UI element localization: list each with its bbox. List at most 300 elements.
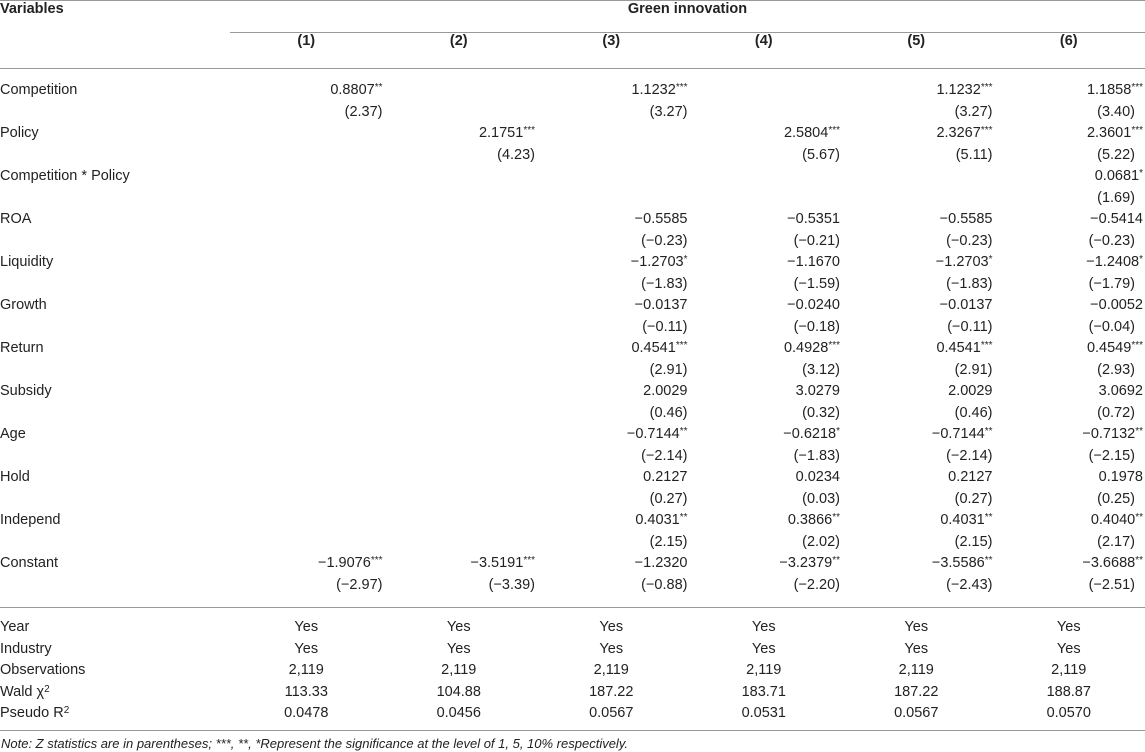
coefficient-value: 0.4040 (1090, 512, 1136, 528)
coefficient-cell (688, 252, 841, 274)
table-row (0, 424, 1145, 446)
z-statistic-cell: (0.46) (649, 404, 688, 421)
summary-value: 2,119 (898, 662, 934, 679)
table-note: Note: Z statistics are in parentheses; ***, **, *Represent the significance at the level of 1, 5, 10% respectively. (1, 736, 628, 751)
coefficient-value: 2.5804 (783, 125, 829, 141)
table-row-zstat (0, 231, 1145, 253)
coefficient-cell (230, 295, 383, 317)
coefficient-cell (230, 69, 383, 102)
summary-value: 0.0567 (535, 703, 688, 730)
coefficient-value: −0.0137 (634, 297, 688, 313)
z-statistic-cell (383, 446, 536, 468)
coefficient-value: 0.0234 (795, 469, 840, 485)
summary-value: 2,119 (1051, 662, 1087, 679)
summary-value: Yes (751, 619, 776, 635)
header-row-group (0, 1, 1145, 33)
table-row (0, 467, 1145, 489)
significance-stars: *** (1131, 340, 1143, 351)
z-statistic-cell: (−0.21) (793, 232, 840, 249)
z-statistic-cell: (−0.04) (1088, 318, 1135, 335)
row-label-blank (0, 403, 230, 425)
z-statistic-cell: (2.91) (649, 361, 688, 378)
coefficient-value: 2.0029 (643, 383, 688, 399)
coefficient-cell (383, 510, 536, 532)
z-statistic-cell: (−1.83) (946, 275, 993, 292)
row-label-blank (0, 145, 230, 167)
z-statistic-cell (383, 360, 536, 382)
coefficient-cell (230, 252, 383, 274)
coefficient-value: −0.5351 (787, 211, 840, 227)
row-label: Growth (0, 297, 47, 313)
coefficient-cell (840, 252, 993, 274)
z-statistic-cell: (0.32) (802, 404, 840, 421)
z-statistic-cell (535, 145, 688, 167)
coefficient-value: 1.1858 (1086, 82, 1132, 98)
coefficient-cell (688, 209, 841, 231)
coefficient-cell (688, 510, 841, 532)
z-statistic-cell (688, 188, 841, 210)
coefficient-cell (535, 295, 688, 317)
summary-value: 2,119 (441, 662, 477, 679)
z-statistic-cell: (−2.14) (946, 447, 993, 464)
coefficient-value: 0.4031 (635, 512, 680, 528)
summary-value: 0.0478 (230, 703, 383, 730)
table-row (0, 338, 1145, 360)
coefficient-cell (840, 123, 993, 145)
summary-label-text: Pseudo R (0, 705, 64, 722)
coefficient-value: −1.2703 (630, 254, 684, 270)
coefficient-cell (535, 69, 688, 102)
z-statistic-cell (840, 188, 993, 210)
summary-label-text: Industry (0, 640, 52, 657)
z-statistic-cell (383, 274, 536, 296)
z-statistic-cell (230, 446, 383, 468)
z-statistic-cell: (5.22) (1097, 146, 1135, 163)
significance-stars: * (836, 426, 840, 437)
row-label: Return (0, 340, 44, 356)
coefficient-value: 0.4031 (940, 512, 985, 528)
z-statistic-cell (383, 231, 536, 253)
z-statistic-cell (230, 231, 383, 253)
coefficient-value: −0.0240 (787, 297, 840, 313)
coefficient-cell (993, 69, 1145, 102)
z-statistic-cell: (2.15) (954, 533, 993, 550)
summary-label-text: Observations (0, 662, 86, 679)
coefficient-value: 3.0692 (1098, 383, 1143, 399)
table-row (0, 381, 1145, 403)
z-statistic-cell: (−0.88) (535, 575, 688, 608)
z-statistic-cell (535, 188, 688, 210)
summary-label (0, 660, 230, 682)
z-statistic-cell: (−0.11) (947, 318, 993, 335)
z-statistic-cell: (2.15) (649, 533, 688, 550)
coefficient-cell (535, 252, 688, 274)
coefficient-value: −0.7144 (626, 426, 680, 442)
coefficient-cell (688, 123, 841, 145)
significance-stars: *** (828, 125, 840, 136)
coefficient-value: −3.6688 (1082, 555, 1136, 571)
z-statistic-cell (230, 188, 383, 210)
coefficient-cell (230, 381, 383, 403)
z-statistic-cell: (3.40) (1097, 103, 1135, 120)
table-row-zstat (0, 102, 1145, 124)
significance-stars: ** (1135, 555, 1143, 566)
coefficient-cell (535, 123, 688, 145)
significance-stars: *** (675, 82, 688, 93)
significance-stars: ** (984, 555, 993, 566)
summary-value: Yes (1056, 619, 1081, 635)
row-label-blank (0, 231, 230, 253)
z-statistic-cell: (−0.23) (946, 232, 993, 249)
coefficient-value: 2.0029 (948, 383, 993, 399)
z-statistic-cell: (−2.15) (1088, 447, 1135, 464)
summary-label-text: Year (0, 619, 30, 635)
coefficient-cell (383, 252, 536, 274)
z-statistic-cell: (0.46) (954, 404, 993, 421)
row-label-blank (0, 532, 230, 554)
significance-stars: ** (984, 426, 993, 437)
row-label-blank (0, 102, 230, 124)
coefficient-value: 3.0279 (795, 383, 840, 399)
table-row (0, 69, 1145, 102)
summary-value: 183.71 (741, 683, 786, 700)
significance-stars: *** (1131, 82, 1143, 93)
significance-stars: ** (832, 555, 840, 566)
coefficient-value: 1.1232 (631, 82, 676, 98)
summary-label-superscript: 2 (44, 683, 50, 695)
coefficient-value: 0.2127 (643, 469, 688, 485)
z-statistic-cell: (−2.97) (230, 575, 383, 608)
coefficient-cell (230, 166, 383, 188)
summary-label (0, 608, 230, 639)
summary-value: 0.0570 (993, 703, 1145, 730)
significance-stars: *** (675, 340, 688, 351)
table-row (0, 553, 1145, 575)
summary-value: Yes (1056, 640, 1081, 657)
coefficient-value: −1.2408 (1086, 254, 1140, 270)
z-statistic-cell: (−1.83) (641, 275, 688, 292)
coefficient-cell (383, 338, 536, 360)
z-statistic-cell: (0.27) (649, 490, 688, 507)
coefficient-cell (840, 381, 993, 403)
coefficient-cell (230, 209, 383, 231)
z-statistic-cell (230, 489, 383, 511)
coefficient-cell (993, 166, 1145, 188)
summary-value: 2,119 (288, 662, 324, 679)
coefficient-cell (383, 295, 536, 317)
column-header: (1) (230, 33, 383, 69)
z-statistic-cell: (5.67) (802, 146, 840, 163)
summary-value: Yes (904, 640, 929, 657)
coefficient-value: 0.2127 (948, 469, 993, 485)
coefficient-cell (688, 69, 841, 102)
significance-stars: *** (828, 340, 840, 351)
coefficient-value: −0.7144 (931, 426, 985, 442)
z-statistic-cell: (−2.43) (840, 575, 993, 608)
coefficient-cell (535, 424, 688, 446)
header-row-columns (0, 33, 1145, 69)
coefficient-value: −0.5585 (939, 211, 993, 227)
table-row (0, 252, 1145, 274)
coefficient-cell (688, 381, 841, 403)
z-statistic-cell (230, 360, 383, 382)
coefficient-cell (840, 424, 993, 446)
coefficient-value: −0.6218 (783, 426, 837, 442)
summary-value: Yes (294, 640, 319, 657)
coefficient-cell (383, 553, 536, 575)
z-statistic-cell: (0.25) (1097, 490, 1135, 507)
summary-row (0, 639, 1145, 661)
coefficient-cell (230, 467, 383, 489)
row-label-blank (0, 575, 230, 608)
summary-label (0, 703, 230, 730)
coefficient-cell (383, 123, 536, 145)
coefficient-value: −1.1670 (787, 254, 840, 270)
coefficient-value: 0.1978 (1098, 469, 1143, 485)
row-label: Age (0, 426, 26, 442)
coefficient-value: 0.3866 (787, 512, 833, 528)
z-statistic-cell: (−1.59) (793, 275, 840, 292)
coefficient-value: −0.0137 (939, 297, 993, 313)
row-label: Competition * Policy (0, 168, 130, 184)
coefficient-cell (688, 166, 841, 188)
z-statistic-cell: (5.11) (955, 146, 993, 163)
table-row-zstat (0, 532, 1145, 554)
z-statistic-cell: (0.72) (1097, 404, 1135, 421)
coefficient-cell (840, 553, 993, 575)
coefficient-cell (840, 467, 993, 489)
table-row (0, 209, 1145, 231)
table-row-zstat (0, 446, 1145, 468)
row-label-blank (0, 489, 230, 511)
coefficient-cell (688, 295, 841, 317)
coefficient-cell (383, 166, 536, 188)
significance-stars: *** (523, 125, 535, 136)
z-statistic-cell: (2.02) (802, 533, 840, 550)
coefficient-value: 2.1751 (478, 125, 524, 141)
row-label: Independ (0, 512, 61, 528)
coefficient-value: −0.7132 (1082, 426, 1136, 442)
coefficient-cell (383, 381, 536, 403)
summary-value: 0.0567 (840, 703, 993, 730)
z-statistic-cell (383, 102, 536, 124)
summary-value: 187.22 (589, 683, 634, 700)
summary-label (0, 682, 230, 704)
table-row (0, 510, 1145, 532)
summary-value: Yes (294, 619, 319, 635)
z-statistic-cell: (−2.51) (993, 575, 1145, 608)
coefficient-cell (993, 553, 1145, 575)
row-label-blank (0, 274, 230, 296)
z-statistic-cell: (0.03) (802, 490, 840, 507)
z-statistic-cell: (3.12) (802, 361, 840, 378)
summary-value: 0.0456 (383, 703, 536, 730)
table-row-zstat (0, 274, 1145, 296)
coefficient-cell (993, 424, 1145, 446)
z-statistic-cell: (3.27) (954, 103, 993, 120)
coefficient-value: −0.5414 (1090, 211, 1143, 227)
significance-stars: ** (1135, 512, 1143, 523)
table-row-zstat (0, 403, 1145, 425)
summary-row (0, 682, 1145, 704)
row-label: Liquidity (0, 254, 54, 270)
table-row-zstat (0, 145, 1145, 167)
summary-value: 187.22 (894, 683, 939, 700)
table-row-zstat (0, 360, 1145, 382)
coefficient-cell (383, 467, 536, 489)
coefficient-value: −0.5585 (634, 211, 688, 227)
z-statistic-cell: (−3.39) (383, 575, 536, 608)
coefficient-cell (688, 338, 841, 360)
coefficient-value: 1.1232 (936, 82, 981, 98)
summary-value: 0.0531 (688, 703, 841, 730)
table-row-zstat (0, 188, 1145, 210)
summary-row (0, 608, 1145, 639)
column-header: (6) (993, 33, 1145, 69)
coefficient-value: −3.2379 (779, 555, 833, 571)
summary-value: Yes (599, 640, 624, 657)
significance-stars: *** (370, 555, 383, 566)
z-statistic-cell (230, 532, 383, 554)
z-statistic-cell (383, 317, 536, 339)
row-label: Subsidy (0, 383, 52, 399)
coefficient-value: 2.3601 (1086, 125, 1132, 141)
significance-stars: * (1139, 254, 1143, 265)
summary-value: Yes (751, 640, 776, 657)
coefficient-value: 0.0681 (1094, 168, 1140, 184)
row-label-blank (0, 317, 230, 339)
coefficient-cell (383, 69, 536, 102)
coefficient-value: 0.4541 (936, 340, 981, 356)
coefficient-cell (993, 295, 1145, 317)
significance-stars: ** (1135, 426, 1143, 437)
coefficient-cell (535, 510, 688, 532)
z-statistic-cell: (−0.23) (641, 232, 688, 249)
coefficient-cell (230, 424, 383, 446)
table-row-zstat (0, 317, 1145, 339)
z-statistic-cell: (0.27) (954, 490, 993, 507)
significance-stars: ** (832, 512, 840, 523)
coefficient-cell (840, 69, 993, 102)
row-label: ROA (0, 211, 32, 227)
variables-header: Variables (0, 1, 230, 33)
row-label: Competition (0, 82, 78, 98)
coefficient-cell (993, 123, 1145, 145)
z-statistic-cell (230, 145, 383, 167)
summary-label-superscript: 2 (63, 705, 70, 717)
significance-stars: ** (984, 512, 993, 523)
significance-stars: ** (374, 82, 383, 93)
column-header: (3) (535, 33, 688, 69)
summary-value: 2,119 (593, 662, 629, 679)
coefficient-cell (840, 166, 993, 188)
green-innovation-header: Green innovation (230, 1, 1145, 33)
coefficient-cell (535, 467, 688, 489)
coefficient-cell (993, 467, 1145, 489)
row-label-blank (0, 360, 230, 382)
coefficient-value: 2.3267 (936, 125, 981, 141)
coefficient-cell (993, 209, 1145, 231)
coefficient-value: −1.9076 (317, 555, 371, 571)
row-label: Constant (0, 555, 59, 571)
significance-stars: * (683, 254, 688, 265)
coefficient-value: −1.2320 (634, 555, 688, 571)
coefficient-cell (993, 338, 1145, 360)
z-statistic-cell (383, 188, 536, 210)
summary-row (0, 660, 1145, 682)
significance-stars: *** (980, 125, 993, 136)
coefficient-cell (840, 510, 993, 532)
summary-label (0, 639, 230, 661)
coefficient-value: −1.2703 (935, 254, 989, 270)
coefficient-cell (688, 467, 841, 489)
coefficient-cell (993, 510, 1145, 532)
column-header: (5) (840, 33, 993, 69)
z-statistic-cell: (−0.18) (793, 318, 840, 335)
z-statistic-cell: (−1.79) (1088, 275, 1135, 292)
column-header: (4) (688, 33, 841, 69)
table-row (0, 295, 1145, 317)
coefficient-cell (230, 510, 383, 532)
coefficient-cell (840, 209, 993, 231)
row-label-blank (0, 446, 230, 468)
z-statistic-cell: (−1.83) (793, 447, 840, 464)
coefficient-cell (383, 209, 536, 231)
row-label: Hold (0, 469, 30, 485)
coefficient-value: −3.5586 (931, 555, 985, 571)
summary-row (0, 703, 1145, 730)
z-statistic-cell: (3.27) (649, 103, 688, 120)
row-label: Policy (0, 125, 39, 141)
coefficient-value: −3.5191 (470, 555, 524, 571)
table-row (0, 166, 1145, 188)
coefficient-cell (230, 123, 383, 145)
coefficient-cell (535, 209, 688, 231)
coefficient-cell (688, 424, 841, 446)
summary-value: 2,119 (746, 662, 782, 679)
coefficient-cell (993, 252, 1145, 274)
coefficient-value: 0.8807 (330, 82, 375, 98)
significance-stars: * (988, 254, 993, 265)
z-statistic-cell: (4.23) (497, 146, 535, 163)
coefficient-cell (688, 553, 841, 575)
coefficient-cell (230, 553, 383, 575)
coefficient-cell (535, 381, 688, 403)
coefficient-cell (535, 338, 688, 360)
coefficient-value: 0.4541 (631, 340, 676, 356)
significance-stars: ** (679, 512, 688, 523)
coefficient-value: 0.4549 (1086, 340, 1132, 356)
significance-stars: ** (679, 426, 688, 437)
row-label-blank (0, 188, 230, 210)
summary-value: Yes (446, 619, 471, 635)
z-statistic-cell: (−2.20) (688, 575, 841, 608)
z-statistic-cell (230, 274, 383, 296)
summary-value: 113.33 (284, 683, 328, 700)
significance-stars: *** (980, 340, 993, 351)
column-header: (2) (383, 33, 536, 69)
summary-value: 188.87 (1046, 683, 1091, 700)
table-body (0, 69, 1145, 731)
summary-value: Yes (446, 640, 471, 657)
z-statistic-cell (383, 489, 536, 511)
coefficient-cell (535, 553, 688, 575)
significance-stars: *** (980, 82, 993, 93)
z-statistic-cell: (−2.14) (641, 447, 688, 464)
table-row-zstat (0, 575, 1145, 608)
coefficient-value: −0.0052 (1090, 297, 1143, 313)
z-statistic-cell (383, 532, 536, 554)
